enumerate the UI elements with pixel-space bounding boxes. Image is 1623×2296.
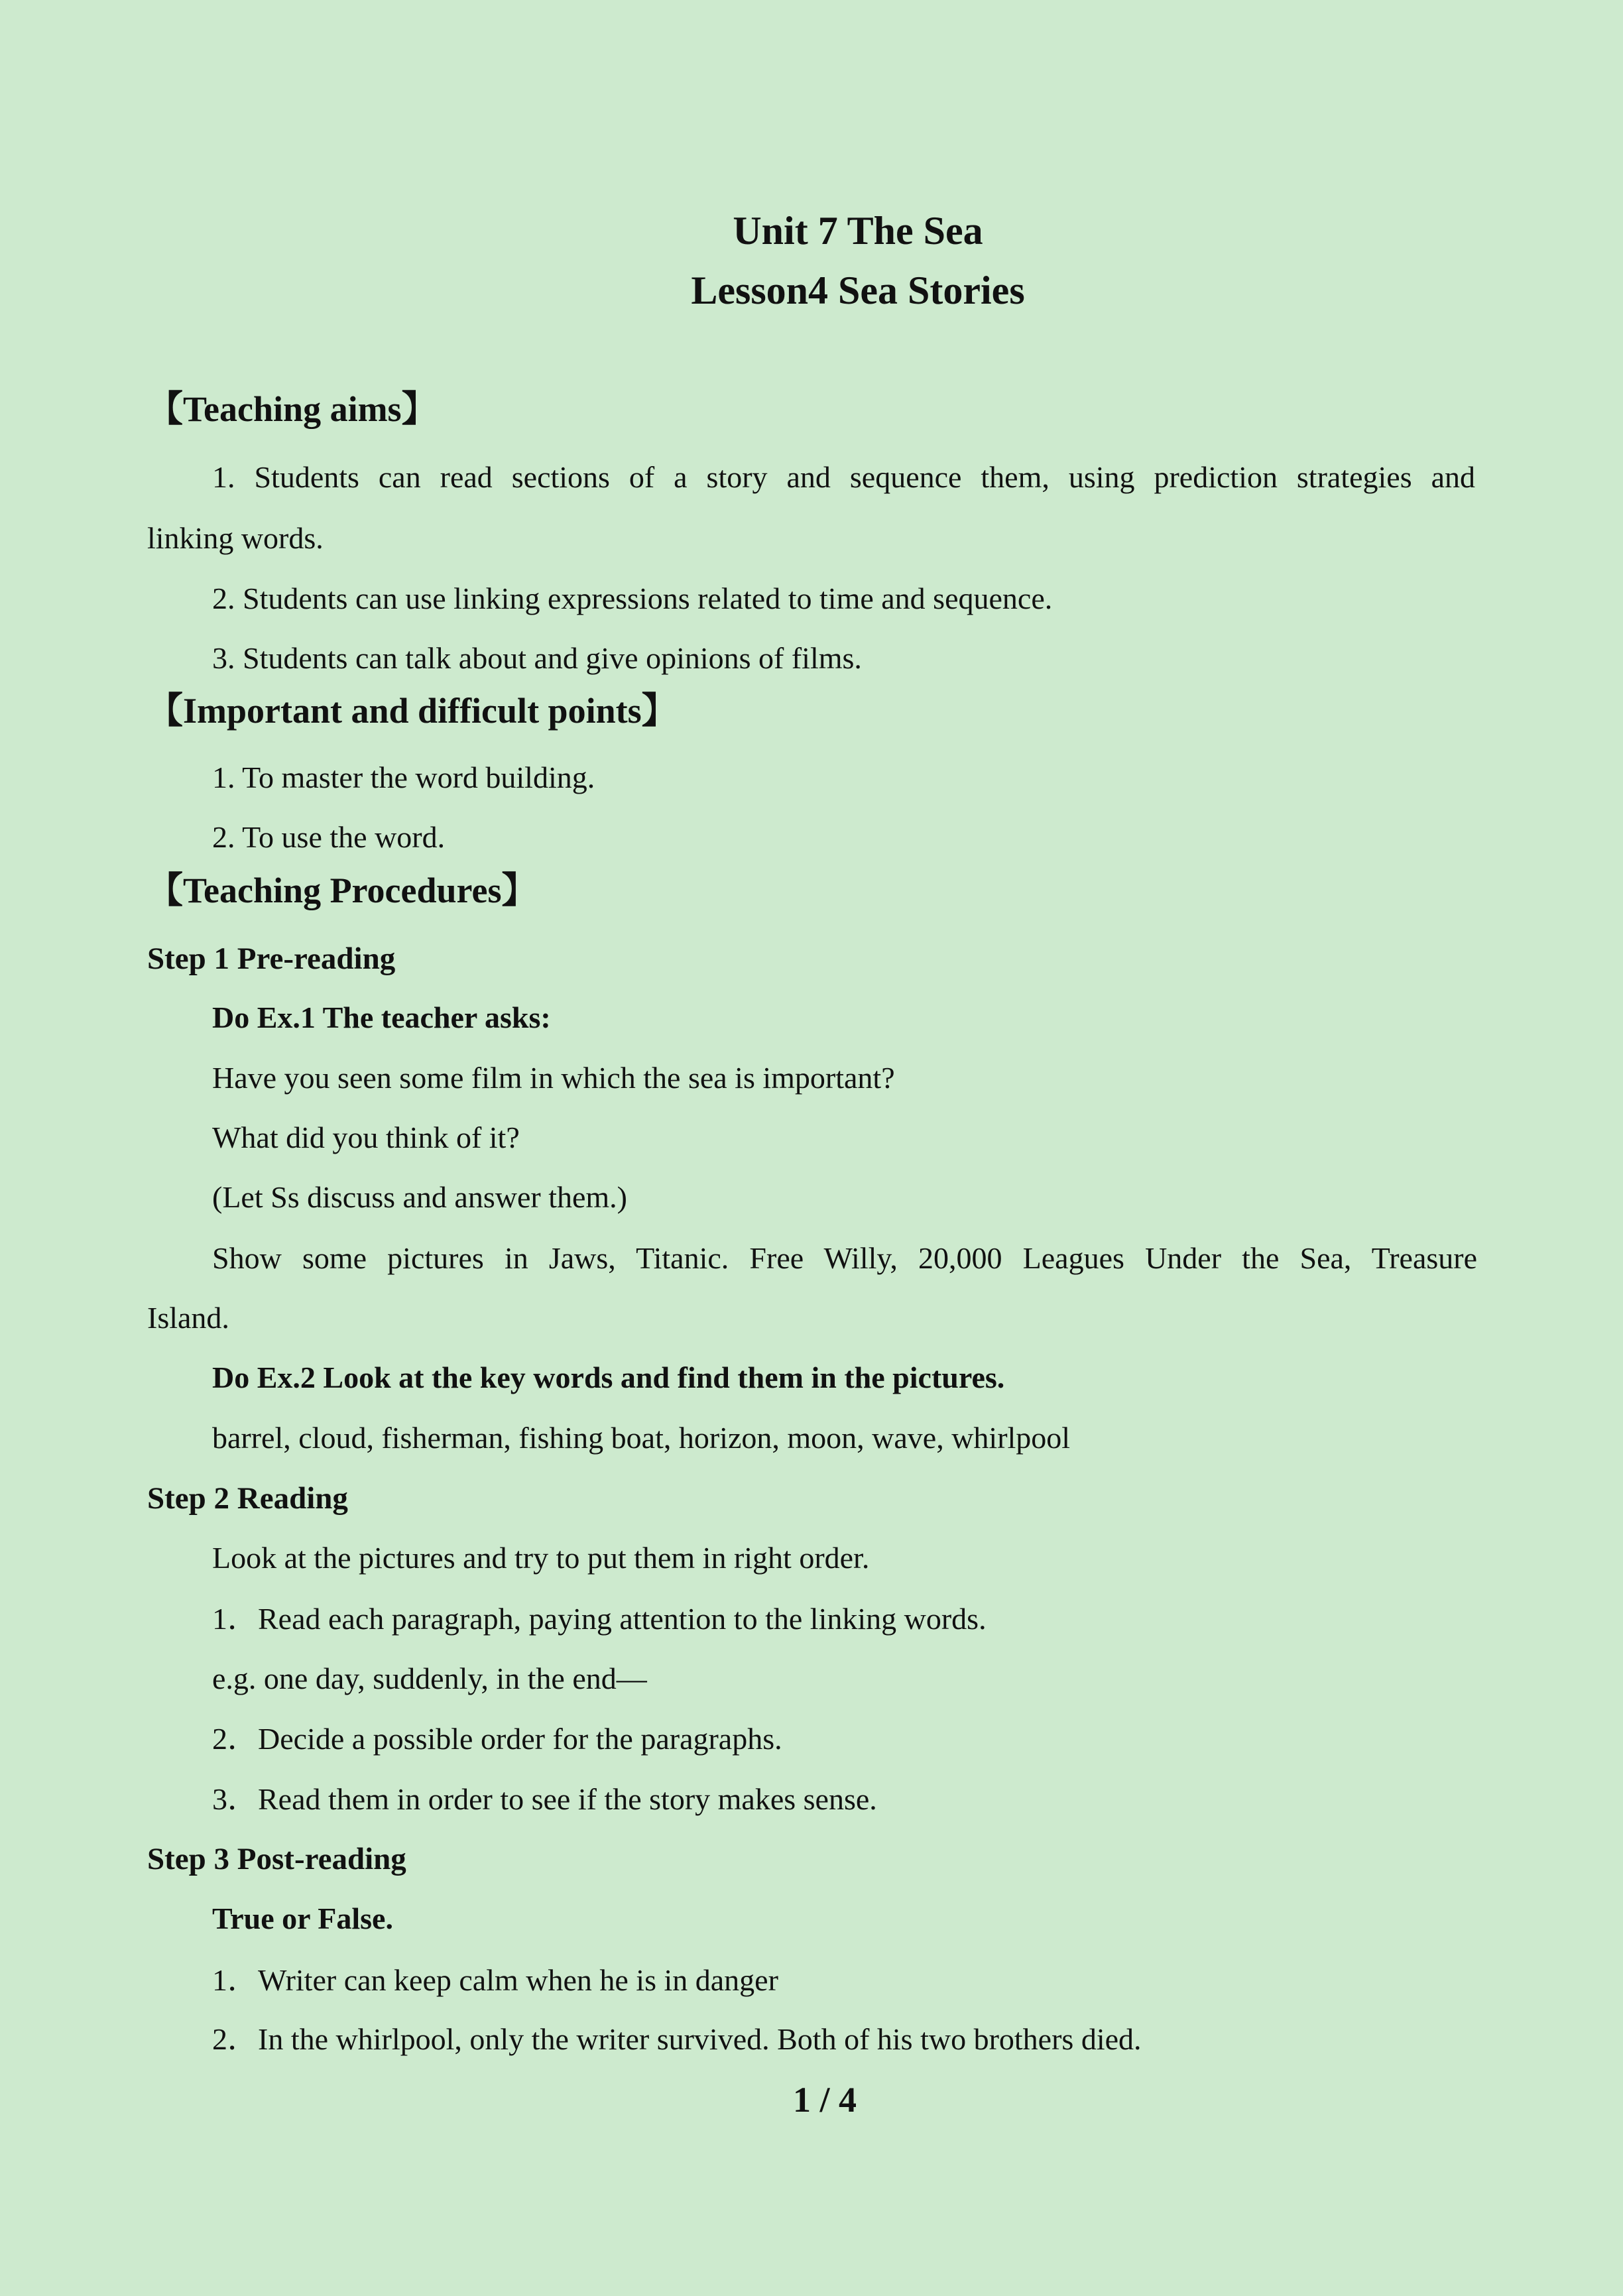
- document-subtitle: Lesson4 Sea Stories: [691, 269, 1025, 312]
- step-2-example: e.g. one day, suddenly, in the end—: [212, 1662, 647, 1695]
- question-2: What did you think of it?: [212, 1120, 520, 1154]
- true-false-item-1: 1．Writer can keep calm when he is in danger: [212, 1963, 778, 1997]
- question-1: Have you seen some film in which the sea is important?: [212, 1061, 895, 1095]
- show-pictures-text: Show some pictures in Jaws, Titanic. Free Willy, 20,000 Leagues Under the Sea, Treasure: [212, 1241, 1477, 1275]
- discussion-note: (Let Ss discuss and answer them.): [212, 1180, 627, 1214]
- teaching-aims-heading: 【Teaching aims】: [147, 389, 438, 429]
- important-point-1: 1. To master the word building.: [212, 760, 595, 794]
- document-title: Unit 7 The Sea: [733, 209, 983, 253]
- important-points-heading: 【Important and difficult points】: [147, 691, 678, 731]
- keywords-list: barrel, cloud, fisherman, fishing boat, horizon, moon, wave, whirlpool: [212, 1421, 1071, 1455]
- aim-item-1-continued: linking words.: [147, 521, 324, 555]
- step-2-item-3: 3．Read them in order to see if the story makes sense.: [212, 1782, 877, 1816]
- step-2-intro: Look at the pictures and try to put them in right order.: [212, 1541, 870, 1575]
- important-point-2: 2. To use the word.: [212, 820, 446, 854]
- step-2-title: Step 2 Reading: [147, 1481, 348, 1516]
- ex1-heading: Do Ex.1 The teacher asks:: [212, 1000, 551, 1034]
- true-false-item-2: 2．In the whirlpool, only the writer survived. Both of his two brothers died.: [212, 2022, 1142, 2056]
- aim-item-2: 2. Students can use linking expressions related to time and sequence.: [212, 581, 1053, 615]
- step-2-item-2: 2．Decide a possible order for the paragraphs.: [212, 1722, 782, 1756]
- aim-item-3: 3. Students can talk about and give opinions of films.: [212, 641, 862, 675]
- step-1-title: Step 1 Pre-reading: [147, 941, 396, 976]
- aim-item-1-text: 1. Students can read sections of a story and sequence them, using prediction strategies and: [212, 460, 1475, 494]
- page-number: 1 / 4: [792, 2080, 857, 2120]
- teaching-procedures-heading: 【Teaching Procedures】: [147, 871, 538, 910]
- show-pictures-continued: Island.: [147, 1301, 229, 1335]
- aim-item-1: [212, 462, 1475, 493]
- step-3-title: Step 3 Post-reading: [147, 1842, 406, 1876]
- true-false-heading: True or False.: [212, 1902, 393, 1935]
- ex2-heading: Do Ex.2 Look at the key words and find them in the pictures.: [212, 1360, 1005, 1394]
- step-2-item-1: 1．Read each paragraph, paying attention to the linking words.: [212, 1602, 987, 1636]
- show-pictures-line: [212, 1243, 1477, 1274]
